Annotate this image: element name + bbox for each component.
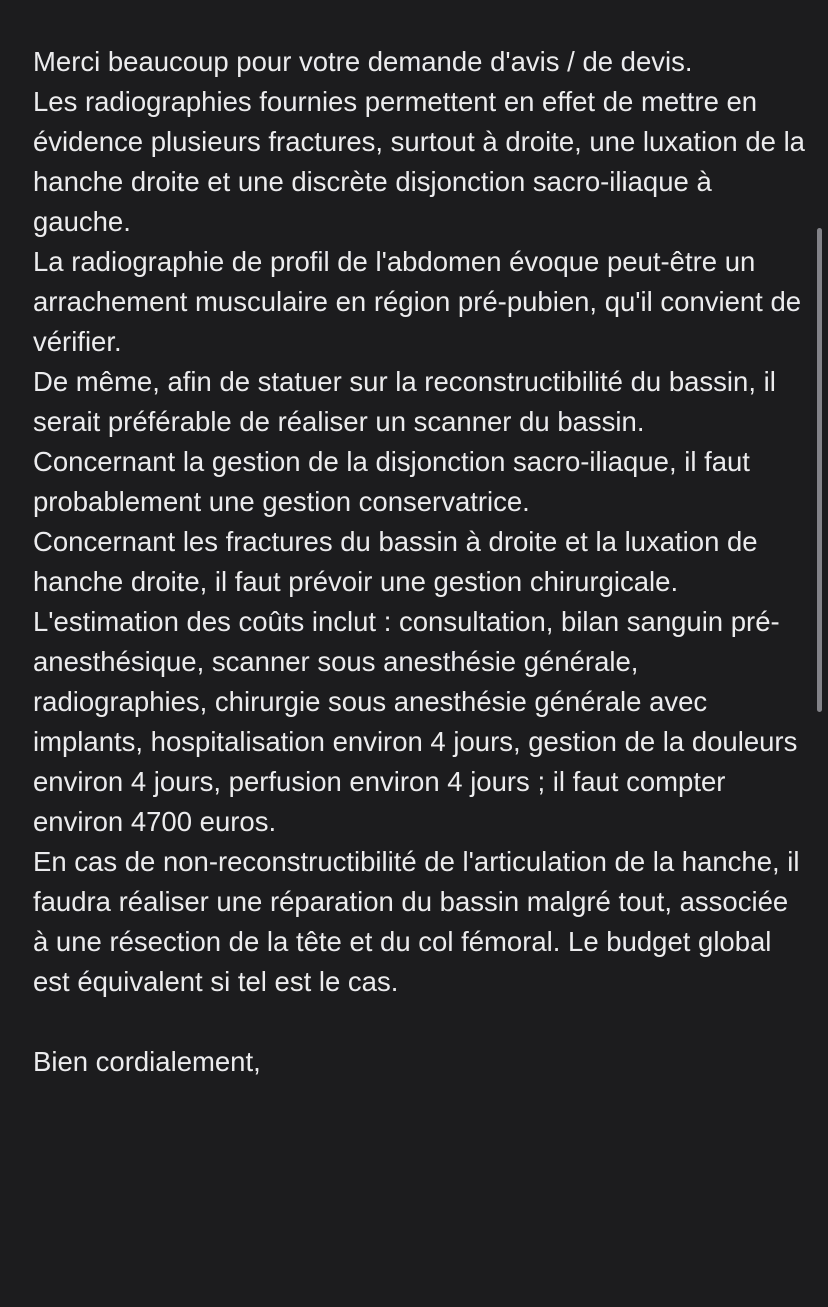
message-closing: Bien cordialement, xyxy=(33,1046,261,1077)
message-body xyxy=(33,42,805,1082)
message-paragraph-radiographs: Les radiographies fournies permettent en effet de mettre en évidence plusieurs fractures, surtout à droite, une luxation de la hanche droite et une discrète disjonction sacro-iliaque à gauche. xyxy=(33,86,805,237)
message-paragraph-abdomen: La radiographie de profil de l'abdomen évoque peut-être un arrachement musculaire en région pré-pubien, qu'il convient de vérifier. xyxy=(33,246,802,357)
vertical-scrollbar[interactable] xyxy=(817,228,822,712)
message-paragraph-cost-estimate: L'estimation des coûts inclut : consultation, bilan sanguin pré-anesthésique, scanner sous anesthésie générale, radiographies, chirurgie sous anesthésie générale avec implants, hospitalisation environ 4 jours, gestion de la douleurs environ 4 jours, perfusion environ 4 jours ; il faut compter environ 4700 euros. xyxy=(33,606,798,837)
message-paragraph-sacroiliac: Concernant la gestion de la disjonction sacro-iliaque, il faut probablement une gestion conservatrice. xyxy=(33,446,750,517)
message-paragraph-alternative: En cas de non-reconstructibilité de l'articulation de la hanche, il faudra réaliser une réparation du bassin malgré tout, associée à une résection de la tête et du col fémoral. Le budget global est équivalent si tel est le cas. xyxy=(33,846,800,997)
message-paragraph-scanner: De même, afin de statuer sur la reconstructibilité du bassin, il serait préférable de réaliser un scanner du bassin. xyxy=(33,366,776,437)
message-paragraph-greeting: Merci beaucoup pour votre demande d'avis / de devis. xyxy=(33,46,693,77)
paragraph-spacer xyxy=(33,1002,805,1042)
message-paragraph-surgery: Concernant les fractures du bassin à droite et la luxation de hanche droite, il faut prévoir une gestion chirurgicale. xyxy=(33,526,758,597)
